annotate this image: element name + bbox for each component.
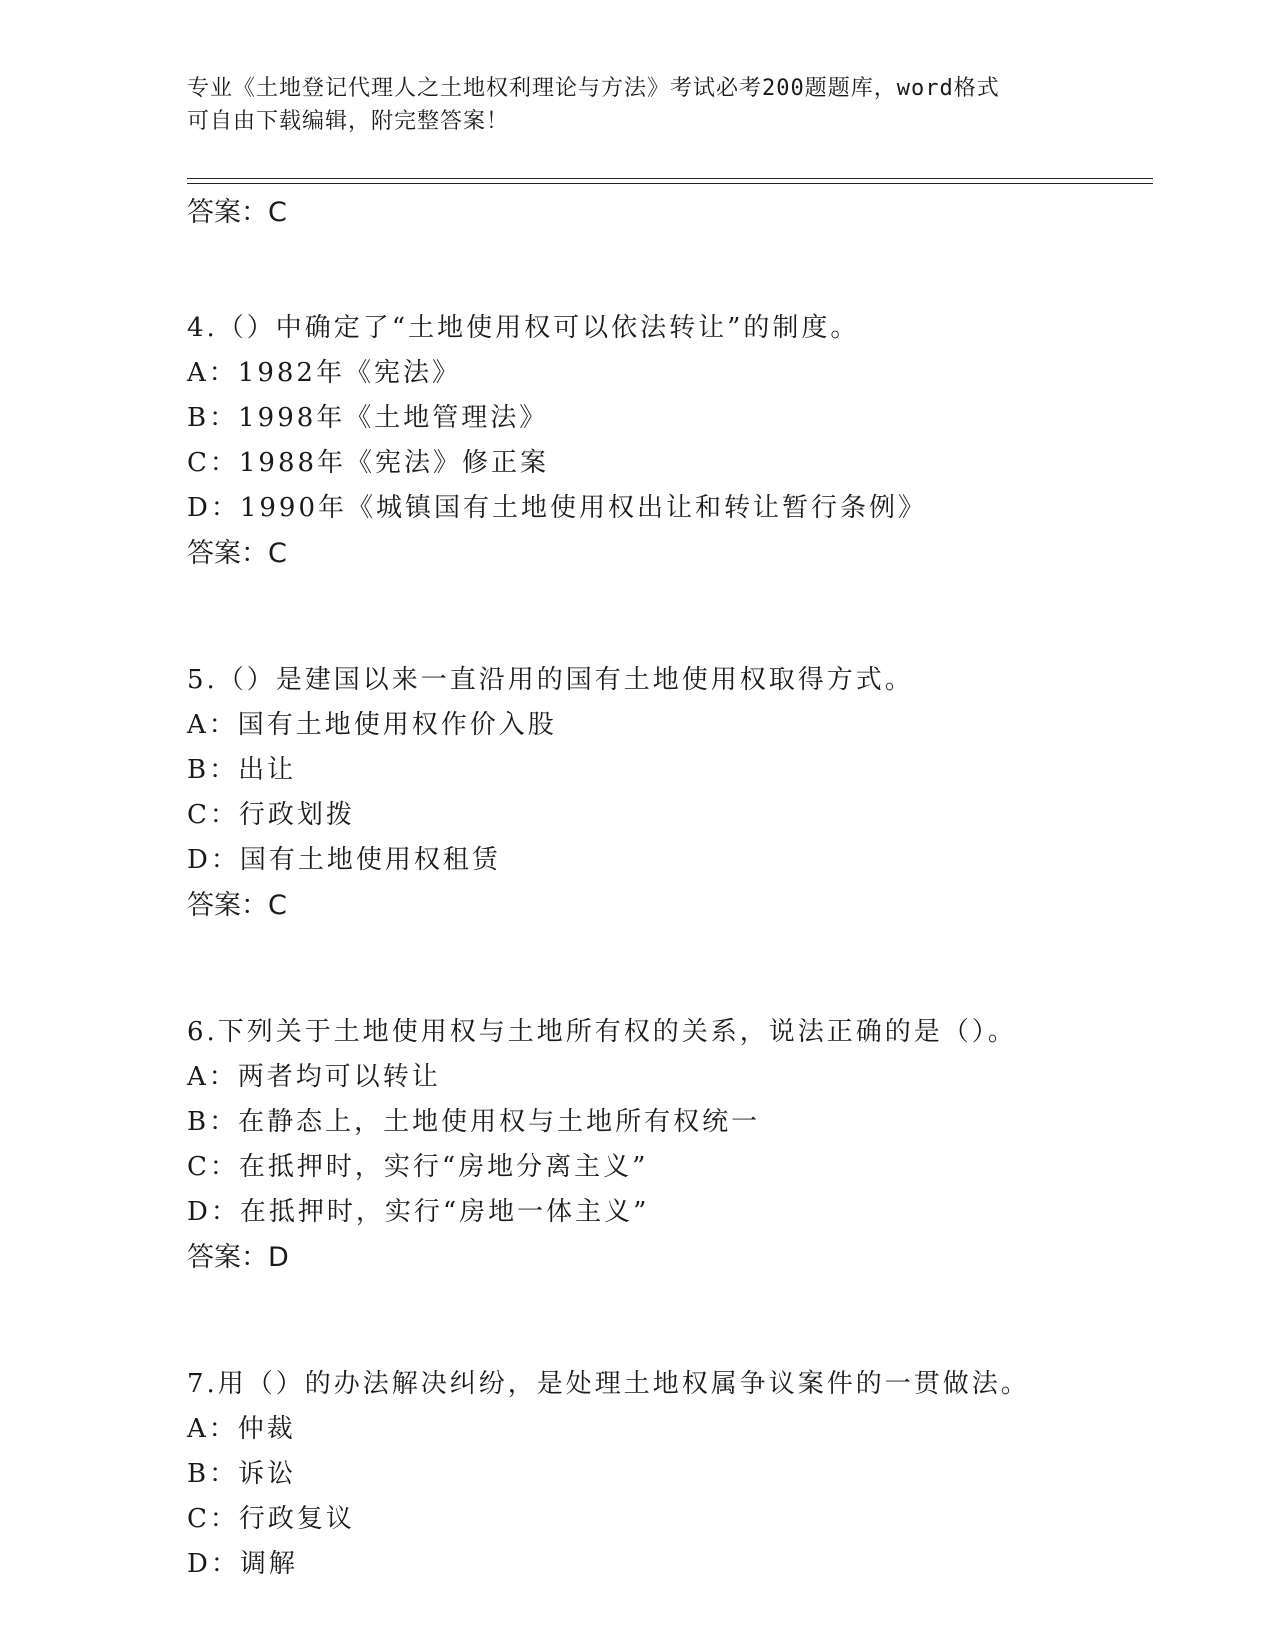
option-b: B：出让 [187, 755, 297, 785]
option-b: B：在静态上，土地使用权与土地所有权统一 [187, 1107, 761, 1137]
header-divider-bottom [187, 183, 1153, 184]
header-line-2: 可自由下载编辑，附完整答案！ [187, 109, 510, 134]
option-d: D：1990年《城镇国有土地使用权出让和转让暂行条例》 [187, 493, 928, 523]
answer-line: 答案：C [187, 197, 287, 228]
question-item [187, 1010, 1147, 1280]
option-a: A：国有土地使用权作价入股 [187, 710, 557, 740]
option-b: B：1998年《土地管理法》 [187, 403, 549, 433]
option-c: C：在抵押时，实行“房地分离主义” [187, 1152, 649, 1182]
answer-line: 答案：D [187, 1242, 289, 1273]
header-line-1: 专业《土地登记代理人之土地权利理论与方法》考试必考200题题库，word格式 [187, 76, 1000, 101]
option-c: C：行政划拨 [187, 800, 355, 830]
option-d: D：调解 [187, 1549, 298, 1579]
question-stem: 5.（）是建国以来一直沿用的国有土地使用权取得方式。 [187, 665, 914, 695]
question-stem: 6.下列关于土地使用权与土地所有权的关系，说法正确的是（）。 [187, 1017, 1017, 1047]
document-header [187, 72, 1087, 138]
question-list [187, 190, 1147, 1587]
option-d: D：在抵押时，实行“房地一体主义” [187, 1197, 650, 1227]
answer-line: 答案：C [187, 538, 287, 569]
question-item [187, 658, 1147, 928]
option-c: C：1988年《宪法》修正案 [187, 448, 550, 478]
option-d: D：国有土地使用权租赁 [187, 845, 501, 875]
answer-line: 答案：C [187, 890, 287, 921]
question-stem: 7.用（）的办法解决纠纷，是处理土地权属争议案件的一贯做法。 [187, 1369, 1030, 1399]
question-item [187, 1362, 1147, 1587]
option-a: A：两者均可以转让 [187, 1062, 441, 1092]
header-divider-top [187, 178, 1153, 179]
option-b: B：诉讼 [187, 1459, 297, 1489]
option-a: A：仲裁 [187, 1414, 296, 1444]
question-stem: 4.（）中确定了“土地使用权可以依法转让”的制度。 [187, 313, 860, 343]
option-a: A：1982年《宪法》 [187, 358, 461, 388]
option-c: C：行政复议 [187, 1504, 355, 1534]
question-item [187, 306, 1147, 576]
